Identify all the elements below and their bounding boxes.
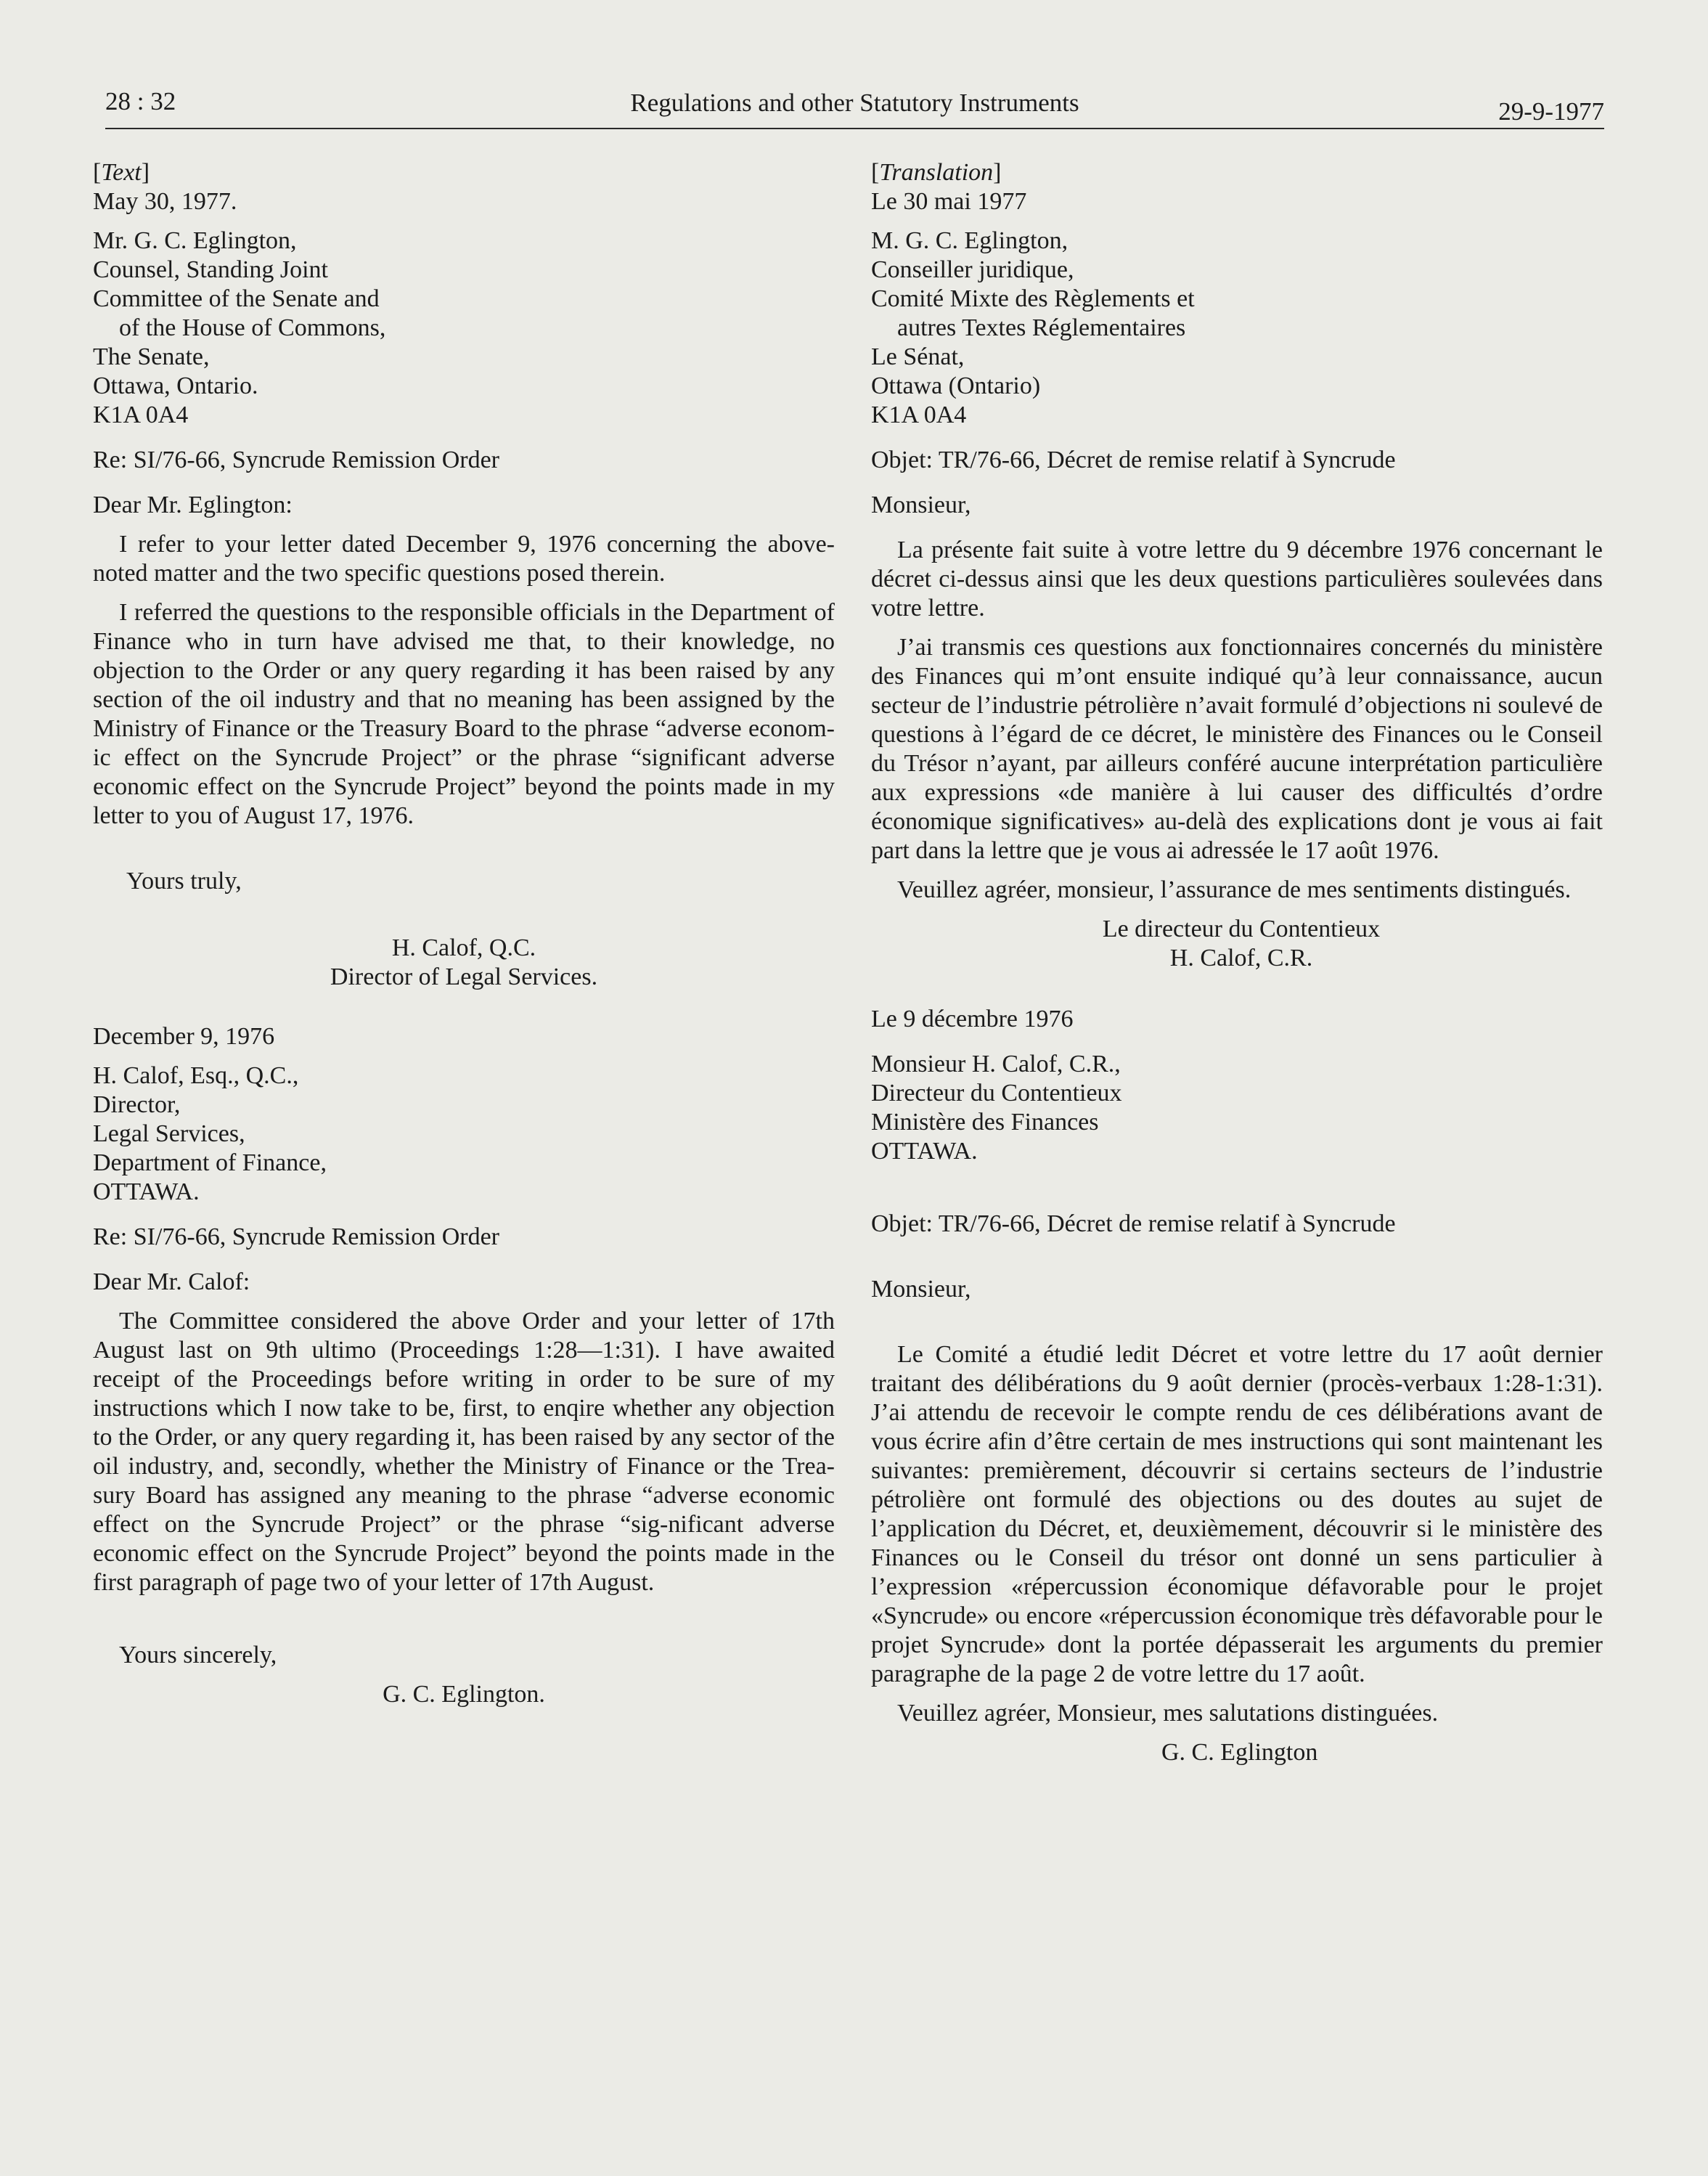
letter1-address [93,227,835,430]
english-column [93,158,835,1709]
signature-block [871,915,1386,973]
address-line: K1A 0A4 [871,402,967,428]
letter2-paragraph: The Committee considered the above Order and your letter of 17th August last on 9th ultimo (Proceedings 1:28—1:31). I have awaited receipt of the Proceedings before writing in order to be sure of my instructions which I now take to be, first, to enqire whether any objection to the Order, or any query regarding it, has been raised by any sector of the oil industry, and, secondly, whether the Ministry of Finance or the Trea-sury Board has assigned any meaning to the phrase “adverse economic effect on the Syncrude Project” or the phrase “sig-nificant adverse economic effect on the Syncrude Project” beyond the points made in the first paragraph of page two of your letter of 17th August. [93,1308,835,1596]
address-line: Counsel, Standing Joint [93,256,328,283]
text-label: [Text] [93,159,150,186]
letter2-subject: Objet: TR/76-66, Décret de remise relatif à Syncrude [871,1210,1396,1237]
letter2-date: December 9, 1976 [93,1023,275,1050]
header-date: 29-9-1977 [1498,97,1604,126]
letter1-paragraph: I referred the questions to the responsible officials in the Department of Finance who in turn have advised me that, to their knowledge, no objection to the Order or any query regarding it has been raised by any section of the oil industry and that no meaning has been assigned by the Ministry of Finance or the Treasury Board to the phrase “adverse econom-ic effect on the Syncrude Project” or the phrase “significant adverse economic effect on the Syncrude Project” beyond the points made in my letter to you of August 17, 1976. [93,599,835,829]
letter2-closing: Veuillez agréer, Monsieur, mes salutations distinguées. [897,1700,1439,1727]
letter1-closing: Yours truly, [126,868,242,895]
signature-name: H. Calof, Q.C. [391,934,536,961]
address-line: Directeur du Contentieux [871,1080,1122,1107]
letter2-subject: Re: SI/76-66, Syncrude Remission Order [93,1223,499,1250]
letter2-date: Le 9 décembre 1976 [871,1006,1074,1032]
address-line: K1A 0A4 [93,402,189,428]
letter2-signature: G. C. Eglington. [383,1681,545,1708]
letter2-closing: Yours sincerely, [119,1642,277,1668]
header-title: Regulations and other Statutory Instruments [630,89,1079,117]
letter1-subject: Re: SI/76-66, Syncrude Remission Order [93,447,499,473]
address-line: H. Calof, Esq., Q.C., [93,1062,299,1089]
letter1-paragraph: J’ai transmis ces questions aux fonctionnaires concernés du ministère des Finances qui m’ont ensuite indiqué qu’à leur connaissance, aucun secteur de l’industrie pétrolière n’avait formulé d’objections ni soulevé de questions à l’égard de ce décret, le ministère des Finances ou le Conseil du Trésor n’ayant, par ailleurs conféré aucune interprétation particulière aux expressions «de manière à lui causer des difficultés d’ordre économique significatives» au-delà des explications dont je vous ai fait part dans la lettre que je vous ai adressée le 17 août 1976. [871,634,1603,864]
letter1-paragraph: Veuillez agréer, monsieur, l’assurance de mes sentiments distingués. [897,876,1572,903]
address-line: Legal Services, [93,1120,245,1147]
address-line: Committee of the Senate and [93,285,380,312]
letter1-address [871,227,1603,430]
letter1-salutation: Dear Mr. Eglington: [93,492,293,518]
address-line: Ottawa (Ontario) [871,372,1041,399]
address-line: autres Textes Réglementaires [897,314,1186,341]
address-line: Ministère des Finances [871,1109,1099,1136]
translation-label: [Translation] [871,159,1002,186]
address-line: The Senate, [93,343,210,370]
letter2-salutation: Monsieur, [871,1276,971,1303]
address-line: Mr. G. C. Eglington, [93,227,297,254]
letter1-date: May 30, 1977. [93,188,237,215]
french-column [871,158,1603,1767]
address-line: Conseiller juridique, [871,256,1074,283]
address-line: of the House of Commons, [119,314,386,341]
page-number: 28 : 32 [105,87,176,115]
signature-title: Le directeur du Contentieux [1102,916,1381,942]
signature-title: Director of Legal Services. [330,963,598,990]
letter2-salutation: Dear Mr. Calof: [93,1268,250,1295]
address-line: Le Sénat, [871,343,965,370]
letter2-address [93,1061,835,1207]
letter1-subject: Objet: TR/76-66, Décret de remise relatif à Syncrude [871,447,1396,473]
letter2-address [871,1050,1603,1166]
address-line: Monsieur H. Calof, C.R., [871,1051,1121,1077]
address-line: Comité Mixte des Règlements et [871,285,1195,312]
address-line: OTTAWA. [871,1138,978,1165]
address-line: OTTAWA. [93,1178,200,1205]
letter1-salutation: Monsieur, [871,492,971,518]
letter2-paragraph: Le Comité a étudié ledit Décret et votre lettre du 17 août dernier traitant des délibérations du 9 août dernier (procès-verbaux 1:28-1:31). J’ai attendu de recevoir le compte rendu de ces délibérations avant de vous écrire afin d’être certain de mes instructions qui sont maintenant les suivantes: premièrement, découvrir si certains secteurs de l’industrie pétrolière ont formulé des objections ou des doutes au sujet de l’application du Décret, et, deuxièmement, découvrir si le ministère des Finances ou le Conseil du trésor ont donné un sens particulier à l’expression «répercussion économique défavorable pour le projet «Syncrude» ou encore «répercussion économique très défavorable pour le projet Syncrude» dont la portée dépasserait les arguments du premier paragraphe de la page 2 de votre lettre du 17 août. [871,1341,1603,1687]
signature-name: H. Calof, C.R. [1169,945,1313,971]
address-line: Department of Finance, [93,1149,327,1176]
letter1-paragraph: I refer to your letter dated December 9, 1976 concerning the above-noted matter and the two specific questions posed therein. [93,531,835,587]
address-line: Ottawa, Ontario. [93,372,258,399]
letter2-signature: G. C. Eglington [1161,1739,1318,1766]
letter1-paragraph: La présente fait suite à votre lettre du 9 décembre 1976 concernant le décret ci-dessus ainsi que les deux questions particulières soulevées dans votre lettre. [871,537,1603,622]
running-header [105,81,1604,129]
address-line: M. G. C. Eglington, [871,227,1068,254]
address-line: Director, [93,1091,181,1118]
letter1-date: Le 30 mai 1977 [871,188,1027,215]
